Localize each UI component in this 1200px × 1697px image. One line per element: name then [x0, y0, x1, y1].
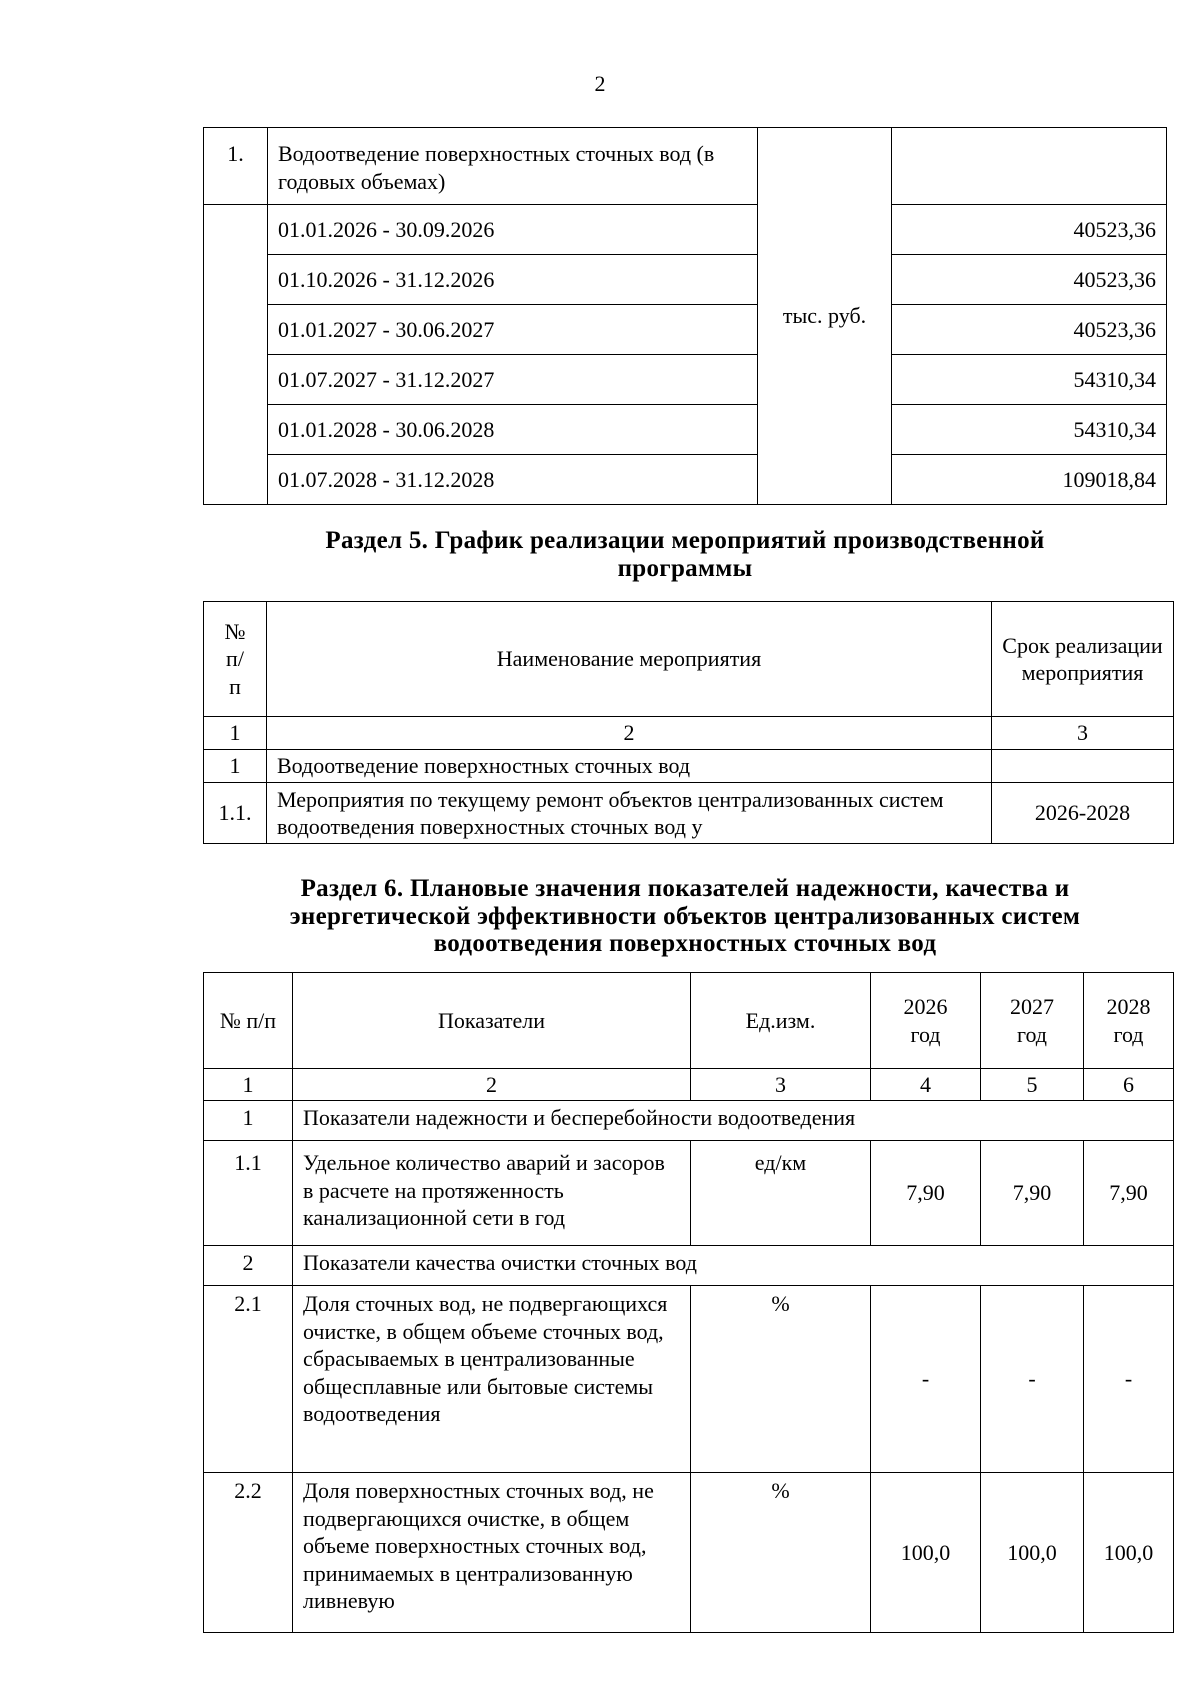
section5-index: 1 — [204, 717, 267, 750]
section5-header-name: Наименование мероприятия — [267, 602, 992, 717]
section6-row-name: Удельное количество аварий и засоров в расчете на протяженность канализационной сети в год — [293, 1141, 691, 1246]
section6-row-name: Доля сточных вод, не подвергающихся очистке, в общем объеме сточных вод, сбрасываемых в централизованные общесплавные или бытовые системы водоотведения — [293, 1286, 691, 1473]
tariff-period: 01.07.2027 - 31.12.2027 — [268, 355, 758, 405]
section5-title: Раздел 5. График реализации мероприятий производственной программы — [325, 527, 1045, 582]
section6-index: 4 — [871, 1069, 981, 1101]
section6-header-2026: 2026 год — [871, 973, 981, 1069]
section6-table — [203, 972, 1174, 1633]
section6-group-num: 1 — [204, 1101, 293, 1141]
section6-group-title: Показатели надежности и бесперебойности водоотведения — [293, 1101, 1174, 1141]
section6-row-name: Доля поверхностных сточных вод, не подвергающихся очистке, в общем объеме поверхностных сточных вод, принимаемых в централизованную ливневую — [293, 1473, 691, 1633]
tariff-num: 1. — [204, 128, 268, 205]
section6-row-num: 1.1 — [204, 1141, 293, 1246]
section5-row-term: 2026-2028 — [992, 783, 1174, 844]
section5-row-num: 1 — [204, 750, 267, 783]
tariff-unit: тыс. руб. — [758, 128, 892, 505]
section6-row-value-2027: 100,0 — [981, 1473, 1084, 1633]
section5-index: 3 — [992, 717, 1174, 750]
section5-table — [203, 601, 1174, 844]
section6-row-value-2026: - — [871, 1286, 981, 1473]
section6-group-num: 2 — [204, 1246, 293, 1286]
section5-row-num: 1.1. — [204, 783, 267, 844]
tariff-period: 01.01.2027 - 30.06.2027 — [268, 305, 758, 355]
tariff-value: 109018,84 — [892, 455, 1167, 505]
section6-index: 5 — [981, 1069, 1084, 1101]
section5-row-term — [992, 750, 1174, 783]
section5-row-name: Водоотведение поверхностных сточных вод — [267, 750, 992, 783]
section6-row-unit: % — [691, 1286, 871, 1473]
tariff-value: 54310,34 — [892, 355, 1167, 405]
section6-row-value-2028: 100,0 — [1084, 1473, 1174, 1633]
section6-row-value-2026: 7,90 — [871, 1141, 981, 1246]
tariff-value: 54310,34 — [892, 405, 1167, 455]
section6-title: Раздел 6. Плановые значения показателей надежности, качества и энергетической эффективности объектов централизованных систем водоотведения поверхностных сточных вод — [289, 875, 1081, 957]
section6-header-2028: 2028 год — [1084, 973, 1174, 1069]
section5-header-term: Срок реализации мероприятия — [992, 602, 1174, 717]
section6-row-unit: % — [691, 1473, 871, 1633]
tariff-period: 01.01.2028 - 30.06.2028 — [268, 405, 758, 455]
tariff-value: 40523,36 — [892, 255, 1167, 305]
tariff-period: 01.07.2028 - 31.12.2028 — [268, 455, 758, 505]
tariff-table — [203, 127, 1167, 505]
section5-header-num: № п/п — [204, 602, 267, 717]
section6-row-num: 2.2 — [204, 1473, 293, 1633]
section5-index: 2 — [267, 717, 992, 750]
section6-index: 3 — [691, 1069, 871, 1101]
section6-index: 1 — [204, 1069, 293, 1101]
tariff-period: 01.01.2026 - 30.09.2026 — [268, 205, 758, 255]
section6-index: 2 — [293, 1069, 691, 1101]
tariff-value: 40523,36 — [892, 305, 1167, 355]
section6-group-title: Показатели качества очистки сточных вод — [293, 1246, 1174, 1286]
page-number: 2 — [594, 71, 606, 96]
tariff-value-empty — [892, 128, 1167, 205]
tariff-num-spacer — [204, 205, 268, 505]
section6-header-unit: Ед.изм. — [691, 973, 871, 1069]
section6-row-value-2028: - — [1084, 1286, 1174, 1473]
section6-row-value-2027: 7,90 — [981, 1141, 1084, 1246]
section6-header-2027: 2027 год — [981, 973, 1084, 1069]
section6-header-indicator: Показатели — [293, 973, 691, 1069]
tariff-title: Водоотведение поверхностных сточных вод (в годовых объемах) — [268, 128, 758, 205]
section6-index: 6 — [1084, 1069, 1174, 1101]
section6-row-num: 2.1 — [204, 1286, 293, 1473]
section6-header-num: № п/п — [204, 973, 293, 1069]
tariff-period: 01.10.2026 - 31.12.2026 — [268, 255, 758, 305]
tariff-value: 40523,36 — [892, 205, 1167, 255]
section6-row-value-2027: - — [981, 1286, 1084, 1473]
section6-row-unit: ед/км — [691, 1141, 871, 1246]
section6-row-value-2026: 100,0 — [871, 1473, 981, 1633]
section5-row-name: Мероприятия по текущему ремонт объектов централизованных систем водоотведения поверхностных сточных вод у — [267, 783, 992, 844]
section6-row-value-2028: 7,90 — [1084, 1141, 1174, 1246]
